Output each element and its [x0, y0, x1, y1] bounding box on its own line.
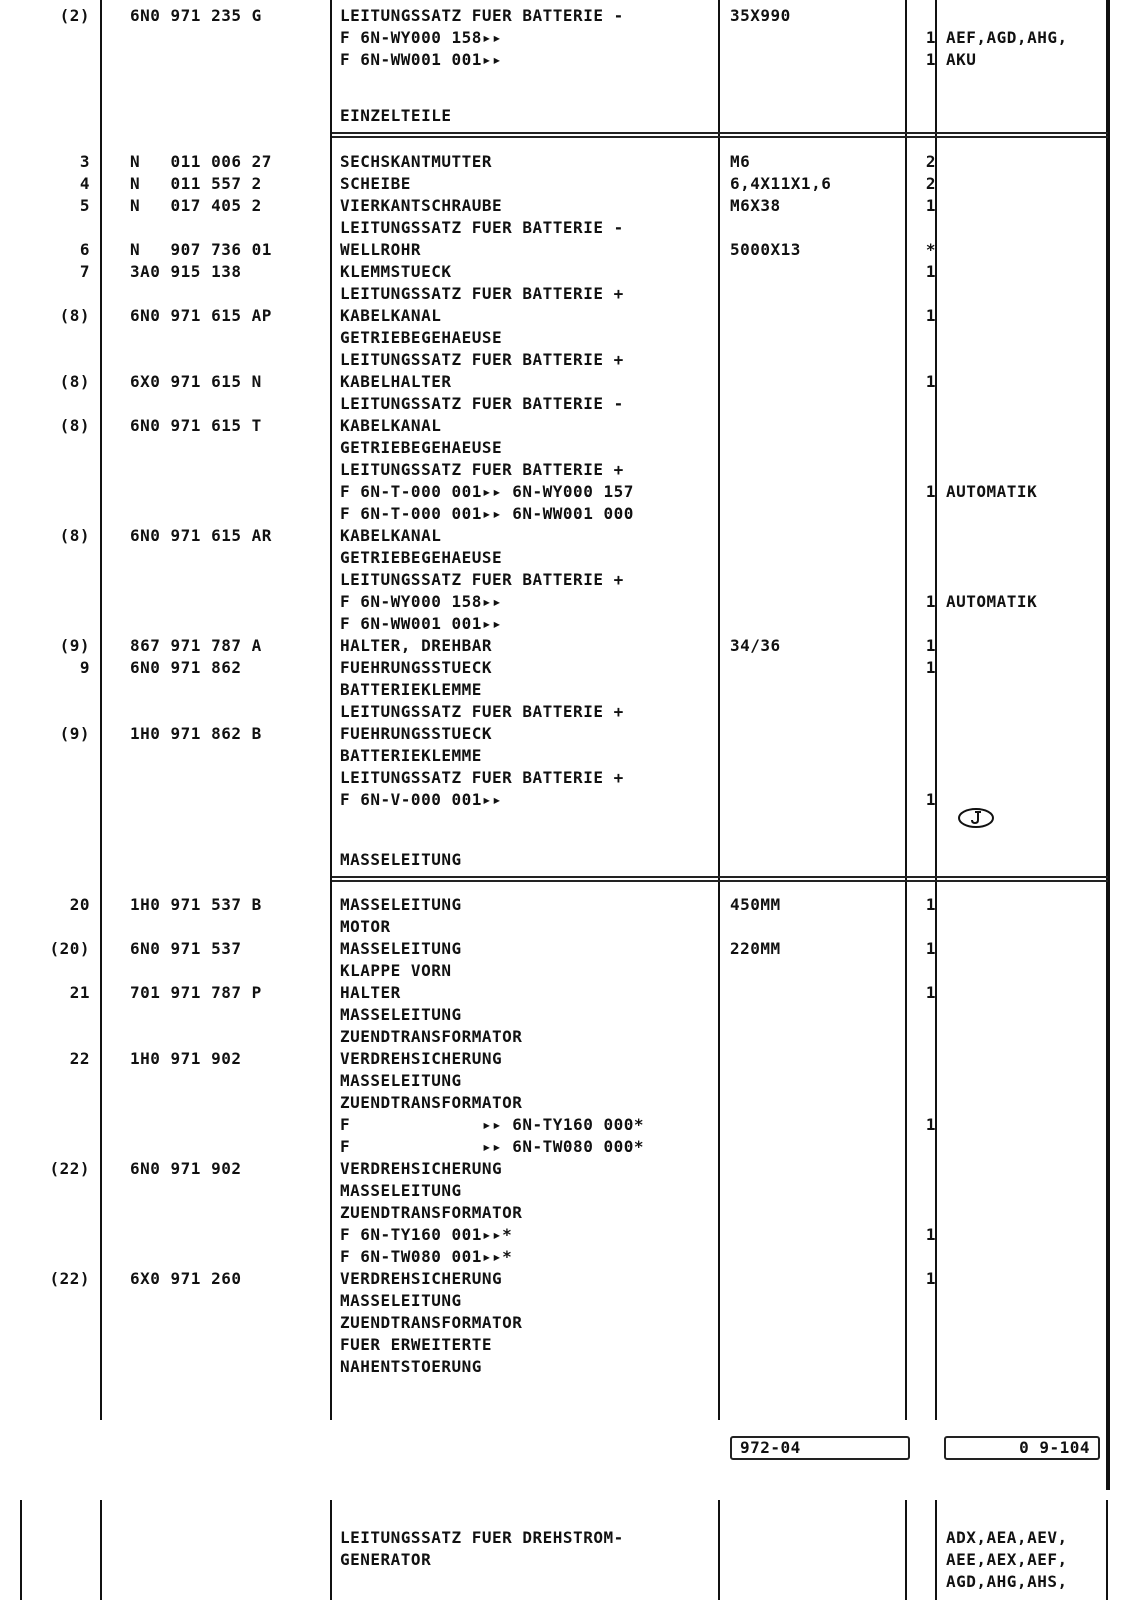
table-row [0, 195, 1146, 217]
description: BATTERIEKLEMME [340, 746, 482, 765]
table-row [0, 745, 1146, 767]
description: LEITUNGSSATZ FUER BATTERIE + [340, 284, 624, 303]
next-desc-line1: LEITUNGSSATZ FUER DREHSTROM- [340, 1528, 624, 1547]
table-row [0, 1224, 1146, 1246]
dimension: 5000X13 [730, 240, 801, 259]
table-row [0, 1048, 1146, 1070]
description: F 6N-TY160 001▸▸* [340, 1225, 513, 1244]
next-rem-line2: AEE,AEX,AEF, [946, 1550, 1068, 1569]
quantity: 1 [925, 983, 936, 1002]
position-number: (8) [59, 526, 90, 545]
rule-left-lower [20, 1500, 22, 1600]
description: MASSELEITUNG [340, 1291, 462, 1310]
table-row [0, 393, 1146, 415]
table-row [0, 1202, 1146, 1224]
description: KABELKANAL [340, 306, 442, 325]
description: VERDREHSICHERUNG [340, 1159, 503, 1178]
description: MOTOR [340, 917, 391, 936]
table-row [0, 1026, 1146, 1048]
description: MASSELEITUNG [340, 895, 462, 914]
quantity: 1 [925, 1269, 936, 1288]
part-number: N 907 736 01 [130, 240, 272, 259]
table-row [0, 960, 1146, 982]
part-number: 1H0 971 537 B [130, 895, 262, 914]
quantity: 1 [925, 592, 936, 611]
quantity: 1 [925, 1115, 936, 1134]
description: HALTER, DREHBAR [340, 636, 492, 655]
dimension: 450MM [730, 895, 781, 914]
remark: AUTOMATIK [946, 592, 1038, 611]
table-row [0, 151, 1146, 173]
dimension: 34/36 [730, 636, 781, 655]
table-row [0, 894, 1146, 916]
table-row [0, 1290, 1146, 1312]
part-number: 867 971 787 A [130, 636, 262, 655]
table-row [0, 1114, 1146, 1136]
rule-qty-right-lower [935, 1500, 937, 1600]
quantity: 1 [925, 262, 936, 281]
description: KLAPPE VORN [340, 961, 452, 980]
position-number: 9 [79, 658, 90, 677]
position-number: (8) [59, 416, 90, 435]
page-ref-box [944, 1436, 1100, 1460]
table-row [0, 481, 1146, 503]
table-row [0, 305, 1146, 327]
table-row [0, 1136, 1146, 1158]
description: GETRIEBEGEHAEUSE [340, 328, 503, 347]
table-row [0, 1268, 1146, 1290]
table-row [0, 767, 1146, 789]
description: LEITUNGSSATZ FUER BATTERIE + [340, 460, 624, 479]
description: F 6N-T-000 001▸▸ 6N-WW001 000 [340, 504, 634, 523]
remark: AEF,AGD,AHG, [946, 28, 1068, 47]
table-row [0, 1334, 1146, 1356]
quantity: 1 [925, 658, 936, 677]
description: F 6N-WW001 001▸▸ [340, 614, 503, 633]
table-row [0, 1004, 1146, 1026]
table-row [0, 173, 1146, 195]
table-row [0, 283, 1146, 305]
description: ZUENDTRANSFORMATOR [340, 1203, 523, 1222]
part-number: 701 971 787 P [130, 983, 262, 1002]
section-title-masseleitung: MASSELEITUNG [340, 850, 462, 869]
description: ZUENDTRANSFORMATOR [340, 1313, 523, 1332]
description: VERDREHSICHERUNG [340, 1049, 503, 1068]
part-number: 1H0 971 862 B [130, 724, 262, 743]
table-row [0, 591, 1146, 613]
description: MASSELEITUNG [340, 939, 462, 958]
quantity: 1 [925, 790, 936, 809]
description: FUEHRUNGSSTUECK [340, 658, 492, 677]
position-number: 6 [79, 240, 90, 259]
table-row [0, 437, 1146, 459]
table-row [0, 503, 1146, 525]
table-row [0, 525, 1146, 547]
description: KABELKANAL [340, 416, 442, 435]
position-number: (20) [49, 939, 90, 958]
part-number: 6N0 971 902 [130, 1159, 242, 1178]
table-row [0, 415, 1146, 437]
table-row [0, 5, 1146, 27]
position-number: 22 [69, 1049, 90, 1068]
table-row [0, 327, 1146, 349]
position-number: 21 [69, 983, 90, 1002]
description: VIERKANTSCHRAUBE [340, 196, 503, 215]
next-rem-line1: ADX,AEA,AEV, [946, 1528, 1068, 1547]
rule-size-lower [718, 1500, 720, 1600]
part-number: N 011 557 2 [130, 174, 262, 193]
dimension: 6,4X11X1,6 [730, 174, 832, 193]
description: KABELKANAL [340, 526, 442, 545]
table-row [0, 613, 1146, 635]
remark: AKU [946, 50, 977, 69]
description: LEITUNGSSATZ FUER BATTERIE + [340, 768, 624, 787]
page-code: 972-04 [740, 1438, 801, 1457]
part-number: N 011 006 27 [130, 152, 272, 171]
table-row [0, 1092, 1146, 1114]
table-row [0, 635, 1146, 657]
page-code-box [730, 1436, 910, 1460]
position-number: 4 [79, 174, 90, 193]
position-number: (22) [49, 1159, 90, 1178]
description: LEITUNGSSATZ FUER BATTERIE + [340, 702, 624, 721]
circled-j-icon [956, 807, 996, 829]
description: MASSELEITUNG [340, 1005, 462, 1024]
position-number: (8) [59, 306, 90, 325]
table-row [0, 569, 1146, 591]
description: FUER ERWEITERTE [340, 1335, 492, 1354]
position-number: 5 [79, 196, 90, 215]
dimension: 35X990 [730, 6, 791, 25]
description: LEITUNGSSATZ FUER BATTERIE - [340, 218, 624, 237]
table-row [0, 349, 1146, 371]
part-number: 6N0 971 235 G [130, 6, 262, 25]
table-row [0, 938, 1146, 960]
quantity: 1 [925, 196, 936, 215]
remark: AUTOMATIK [946, 482, 1038, 501]
rule-right-lower [1106, 1500, 1108, 1600]
description: LEITUNGSSATZ FUER BATTERIE + [340, 350, 624, 369]
description: MASSELEITUNG [340, 1181, 462, 1200]
description: GETRIEBEGEHAEUSE [340, 438, 503, 457]
description: LEITUNGSSATZ FUER BATTERIE - [340, 394, 624, 413]
description: VERDREHSICHERUNG [340, 1269, 503, 1288]
position-number: 20 [69, 895, 90, 914]
description: F 6N-WW001 001▸▸ [340, 50, 503, 69]
quantity: 1 [925, 1225, 936, 1244]
divider-masseleitung [332, 876, 1108, 882]
quantity: 1 [925, 28, 936, 47]
table-row [0, 1158, 1146, 1180]
quantity: 1 [925, 636, 936, 655]
table-row [0, 982, 1146, 1004]
table-row [0, 916, 1146, 938]
table-row [0, 49, 1146, 71]
quantity: * [925, 240, 936, 259]
divider-einzelteile [332, 132, 1108, 138]
table-row [0, 1070, 1146, 1092]
part-number: 6X0 971 260 [130, 1269, 242, 1288]
description: BATTERIEKLEMME [340, 680, 482, 699]
description: F 6N-WY000 158▸▸ [340, 592, 503, 611]
description: ZUENDTRANSFORMATOR [340, 1093, 523, 1112]
table-row [0, 701, 1146, 723]
description: GETRIEBEGEHAEUSE [340, 548, 503, 567]
description: FUEHRUNGSSTUECK [340, 724, 492, 743]
quantity: 1 [925, 306, 936, 325]
quantity: 1 [925, 50, 936, 69]
section-title-einzelteile: EINZELTEILE [340, 106, 452, 125]
description: F 6N-TW080 001▸▸* [340, 1247, 513, 1266]
description: HALTER [340, 983, 401, 1002]
rule-pos-lower [100, 1500, 102, 1600]
quantity: 2 [925, 152, 936, 171]
table-row [0, 1312, 1146, 1334]
quantity: 1 [925, 482, 936, 501]
rule-desc-lower [330, 1500, 332, 1600]
table-row [0, 27, 1146, 49]
description: F 6N-WY000 158▸▸ [340, 28, 503, 47]
description: KABELHALTER [340, 372, 452, 391]
table-row [0, 657, 1146, 679]
part-number: 6N0 971 862 [130, 658, 242, 677]
dimension: M6 [730, 152, 751, 171]
description: LEITUNGSSATZ FUER BATTERIE + [340, 570, 624, 589]
dimension: M6X38 [730, 196, 781, 215]
position-number: 7 [79, 262, 90, 281]
next-rem-line3: AGD,AHG,AHS, [946, 1572, 1068, 1591]
table-row [0, 547, 1146, 569]
description: MASSELEITUNG [340, 1071, 462, 1090]
position-number: (22) [49, 1269, 90, 1288]
part-number: 6X0 971 615 N [130, 372, 262, 391]
part-number: 6N0 971 537 [130, 939, 242, 958]
part-number: 6N0 971 615 AR [130, 526, 272, 545]
description: LEITUNGSSATZ FUER BATTERIE - [340, 6, 624, 25]
part-number: 6N0 971 615 AP [130, 306, 272, 325]
description: F ▸▸ 6N-TY160 000* [340, 1115, 644, 1134]
dimension: 220MM [730, 939, 781, 958]
table-row [0, 371, 1146, 393]
description: ZUENDTRANSFORMATOR [340, 1027, 523, 1046]
position-number: (8) [59, 372, 90, 391]
page-ref: 0 9-104 [1019, 1438, 1090, 1457]
part-number: N 017 405 2 [130, 196, 262, 215]
position-number: (9) [59, 724, 90, 743]
description: F ▸▸ 6N-TW080 000* [340, 1137, 644, 1156]
table-row [0, 679, 1146, 701]
part-number: 6N0 971 615 T [130, 416, 262, 435]
description: SCHEIBE [340, 174, 411, 193]
table-row [0, 217, 1146, 239]
position-number: 3 [79, 152, 90, 171]
description: F 6N-V-000 001▸▸ [340, 790, 503, 809]
description: NAHENTSTOERUNG [340, 1357, 482, 1376]
table-row [0, 459, 1146, 481]
table-row [0, 1246, 1146, 1268]
quantity: 2 [925, 174, 936, 193]
part-number: 3A0 915 138 [130, 262, 242, 281]
table-row [0, 723, 1146, 745]
part-number: 1H0 971 902 [130, 1049, 242, 1068]
table-row [0, 1180, 1146, 1202]
rule-qty-left-lower [905, 1500, 907, 1600]
table-row [0, 261, 1146, 283]
description: WELLROHR [340, 240, 422, 259]
description: F 6N-T-000 001▸▸ 6N-WY000 157 [340, 482, 634, 501]
table-row [0, 1356, 1146, 1378]
quantity: 1 [925, 939, 936, 958]
position-number: (9) [59, 636, 90, 655]
quantity: 1 [925, 372, 936, 391]
table-row [0, 239, 1146, 261]
position-number: (2) [59, 6, 90, 25]
next-desc-line2: GENERATOR [340, 1550, 432, 1569]
quantity: 1 [925, 895, 936, 914]
description: KLEMMSTUECK [340, 262, 452, 281]
description: SECHSKANTMUTTER [340, 152, 492, 171]
